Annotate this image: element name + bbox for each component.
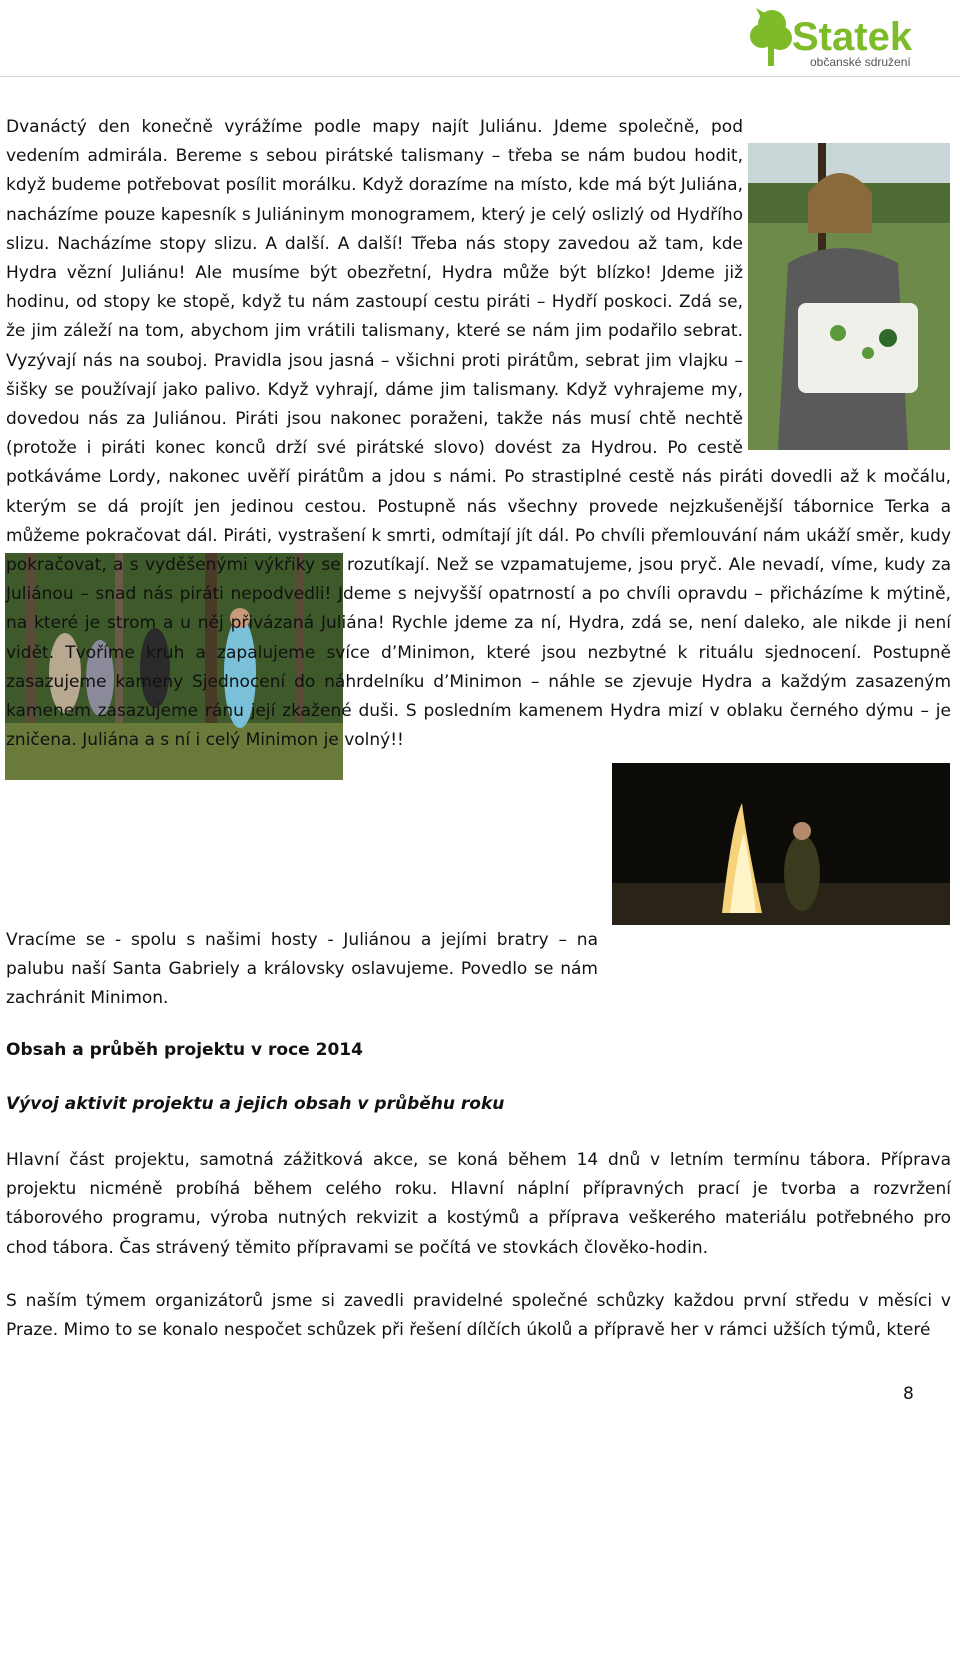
statek-logo [740, 2, 950, 72]
logo-name: Statek [792, 15, 913, 59]
header-divider [0, 76, 960, 77]
story-paragraph [6, 113, 951, 1664]
section-heading-activities: Vývoj aktivit projektu a jejich obsah v průběhu roku [6, 1094, 505, 1114]
page-number: 8 [903, 1384, 914, 1404]
story-text: Dvanáctý den konečně vyrážíme podle mapy najít Juliánu. Jdeme společně, pod vedením admirála. Bereme s sebou pirátské talismany – třeba se nám budou hodit, když budeme potřebovat posílit morálku. Když dorazíme na místo, kde má být Juliána, nacházíme pouze kapesník s Juliáninym monogramem, který je celý oslizlý od Hydřího slizu. Nacházíme stopy slizu. A další. A další! Třeba nás stopy zavedou až tam, kde Hydra vězní Juliánu! Ale musíme být obezřetní, Hydra může být blízko! Jdeme již hodinu, od stopy ke stopě, když tu nám zastoupí cestu piráti – Hydří poskoci. Zdá se, že jim záleží na tom, abychom jim vrátili talismany, které se nám jim podařilo sebrat. Vyzývají nás na souboj. Pravidla jsou jasná – všichni proti pirátům, sebrat jim vlajku – šišky se používají jako palivo. Když vyhrají, dáme jim talismany. Když vyhrajeme my, dovedou nás za Juliánou. Piráti jsou nakonec poraženi, takže nás musí chtě nechtě (protože i piráti konec konců drží své pirátské slovo) dovést za Hydrou. Po cestě potkáváme Lordy, nakonec uvěří pirátům a jdou s námi. Po strastiplné cestě nás piráti dovedli až k močálu, kterým se dá projít jen jedinou cestou. Postupně nás všechny provede nejzkušenější tábornice Terka a můžeme pokračovat dál. Piráti, vystrašení k smrti, odmítají jít dál. Po chvíli přemlouvání nám ukáží směr, kudy pokračovat, a s vyděšenými výkřiky se rozutíkají. Než se vzpamatujeme, jsou pryč. Ale nevadí, víme, kudy za Juliánou – snad nás piráti nepodvedli! Jdeme s nejvyšší opatrností a po chvíli opravdu – přicházíme k mýtině, na které je strom a u něj přivázaná Juliána! Rychle jdeme za ní, Hydra, zdá se, není daleko, ale nikde ji není vidět. Tvoříme kruh a zapalujeme svíce d’Minimon, které jsou nezbytné k rituálu sjednocení. Postupně zasazujeme kameny Sjednocení do náhrdelníku d’Minimon – náhle se zjevuje Hydra a každým zasazeným kamenem zasazujeme ránu její zkažené duši. S posledním kamenem Hydra mizí v oblaku černého dýmu – je zničena. Juliána a s ní i celý Minimon je volný!! [6, 117, 951, 751]
section-heading-project: Obsah a průběh projektu v roce 2014 [6, 1040, 363, 1060]
return-paragraph: Vracíme se - spolu s našimi hosty - Juliánou a jejími bratry – na palubu naší Santa Gabriely a královsky oslavujeme. Povedlo se nám zachránit Minimon. [6, 930, 598, 1009]
paragraph-main: Hlavní část projektu, samotná zážitková akce, se koná během 14 dnů v letním termínu tábora. Příprava projektu nicméně probíhá během celého roku. Hlavní náplní přípravných prací je tvorba a rozvržení táborového programu, výroba nutných rekvizit a kostýmů a příprava veškerého materiálu potřebného pro chod tábora. Čas strávený těmito přípravami se počítá ve stovkách člověko-hodin. [6, 1150, 951, 1258]
paragraph-meetings: S naším týmem organizátorů jsme si zavedli pravidelné společné schůzky každou první středu v měsíci v Praze. Mimo to se konalo nespočet schůzek při řešení dílčích úkolů a přípravě her v rámci užších týmů, které [6, 1291, 951, 1341]
logo-subtitle: občanské sdružení [810, 55, 911, 69]
